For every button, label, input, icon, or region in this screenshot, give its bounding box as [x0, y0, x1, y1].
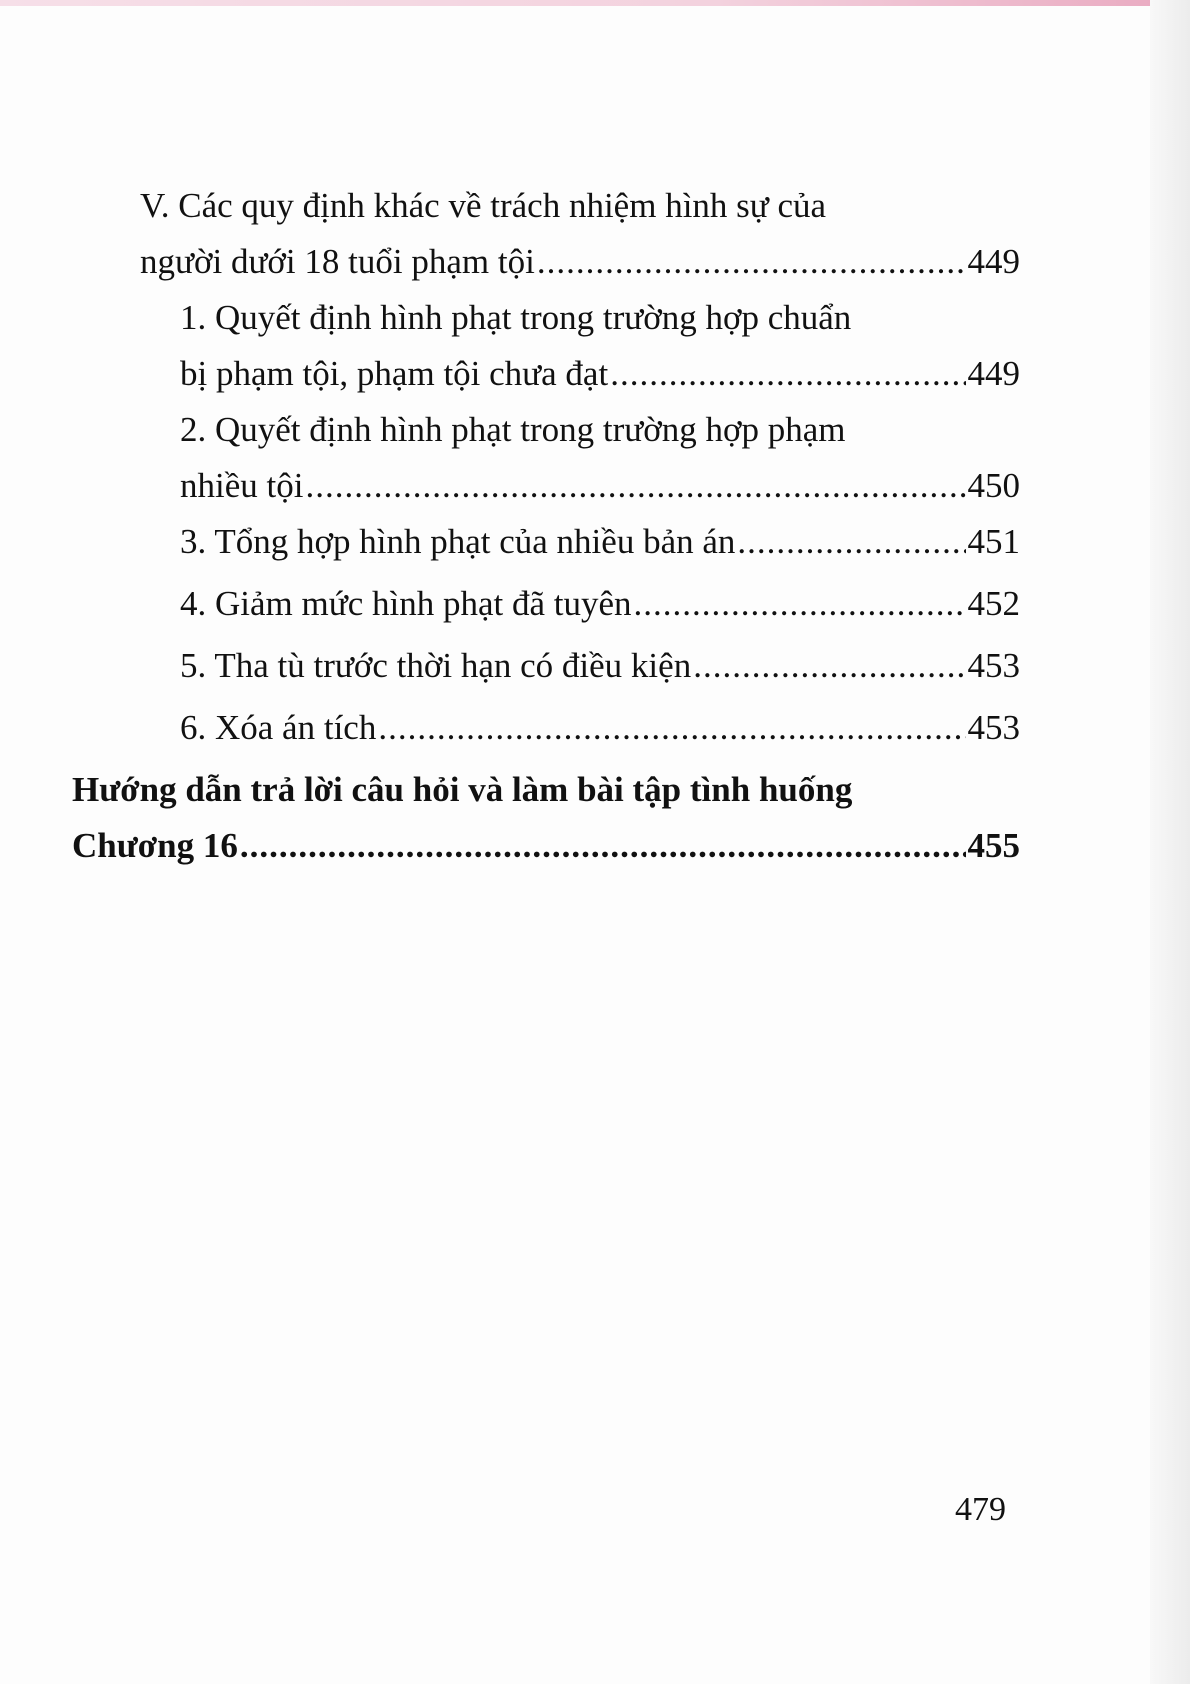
toc-entry-title: 4. Giảm mức hình phạt đã tuyên	[180, 584, 632, 623]
dot-leader	[634, 576, 966, 632]
dot-leader	[240, 818, 966, 874]
toc-page-ref: 450	[967, 466, 1020, 505]
toc-entry-title: 3. Tổng hợp hình phạt của nhiều bản án	[180, 522, 736, 561]
toc-entry-last-line	[180, 514, 1020, 570]
dot-leader	[610, 346, 965, 402]
dot-leader	[737, 514, 965, 570]
toc-entry-title-line2: Chương 16	[72, 826, 238, 865]
toc-entry-item-4	[180, 576, 1020, 632]
toc-entry-last-line	[180, 700, 1020, 756]
page-number: 479	[955, 1491, 1006, 1528]
toc-entry-item-5	[180, 638, 1020, 694]
toc-entry-title: 5. Tha tù trước thời hạn có điều kiện	[180, 646, 692, 685]
toc-entry-last-line	[180, 346, 1020, 402]
toc-entry-title: 6. Xóa án tích	[180, 708, 377, 747]
dot-leader	[537, 234, 966, 290]
toc-entry-title-line1: 2. Quyết định hình phạt trong trường hợp phạm	[180, 410, 846, 449]
toc-entry-title-line1: V. Các quy định khác về trách nhiệm hình sự của	[140, 186, 827, 225]
dot-leader	[693, 638, 965, 694]
dot-leader	[305, 458, 965, 514]
toc-entry-title-line2: nhiều tội	[180, 466, 304, 505]
toc-entry-title-line1: Hướng dẫn trả lời câu hỏi và làm bài tập tình huống	[72, 770, 853, 809]
toc-entry-item-6	[180, 700, 1020, 756]
toc-entry-last-line	[140, 234, 1020, 290]
toc-page-ref: 453	[967, 708, 1020, 747]
toc-entry-item-2	[180, 402, 1020, 514]
toc-page-ref: 453	[967, 646, 1020, 685]
toc-page-ref: 451	[967, 522, 1020, 561]
dot-leader	[378, 700, 965, 756]
toc-entry-guide	[72, 762, 1020, 874]
toc-entry-item-3	[180, 514, 1020, 570]
toc-page-ref: 455	[967, 826, 1020, 865]
toc-entry-title-line2: người dưới 18 tuổi phạm tội	[140, 242, 535, 281]
toc-page-ref: 449	[967, 242, 1020, 281]
toc-entry-title-line2: bị phạm tội, phạm tội chưa đạt	[180, 354, 609, 393]
page-top-edge	[0, 0, 1190, 6]
toc-page-ref: 452	[967, 584, 1020, 623]
toc-entry-title-line1: 1. Quyết định hình phạt trong trường hợp chuẩn	[180, 298, 852, 337]
toc-entry-item-1	[180, 290, 1020, 402]
toc-entry-last-line	[180, 638, 1020, 694]
toc-entry-section-v	[140, 178, 1020, 290]
toc-entry-last-line	[180, 576, 1020, 632]
toc-entry-last-line	[72, 818, 1020, 874]
toc-entry-last-line	[180, 458, 1020, 514]
toc-page-ref: 449	[967, 354, 1020, 393]
page-right-edge	[1150, 0, 1190, 1684]
